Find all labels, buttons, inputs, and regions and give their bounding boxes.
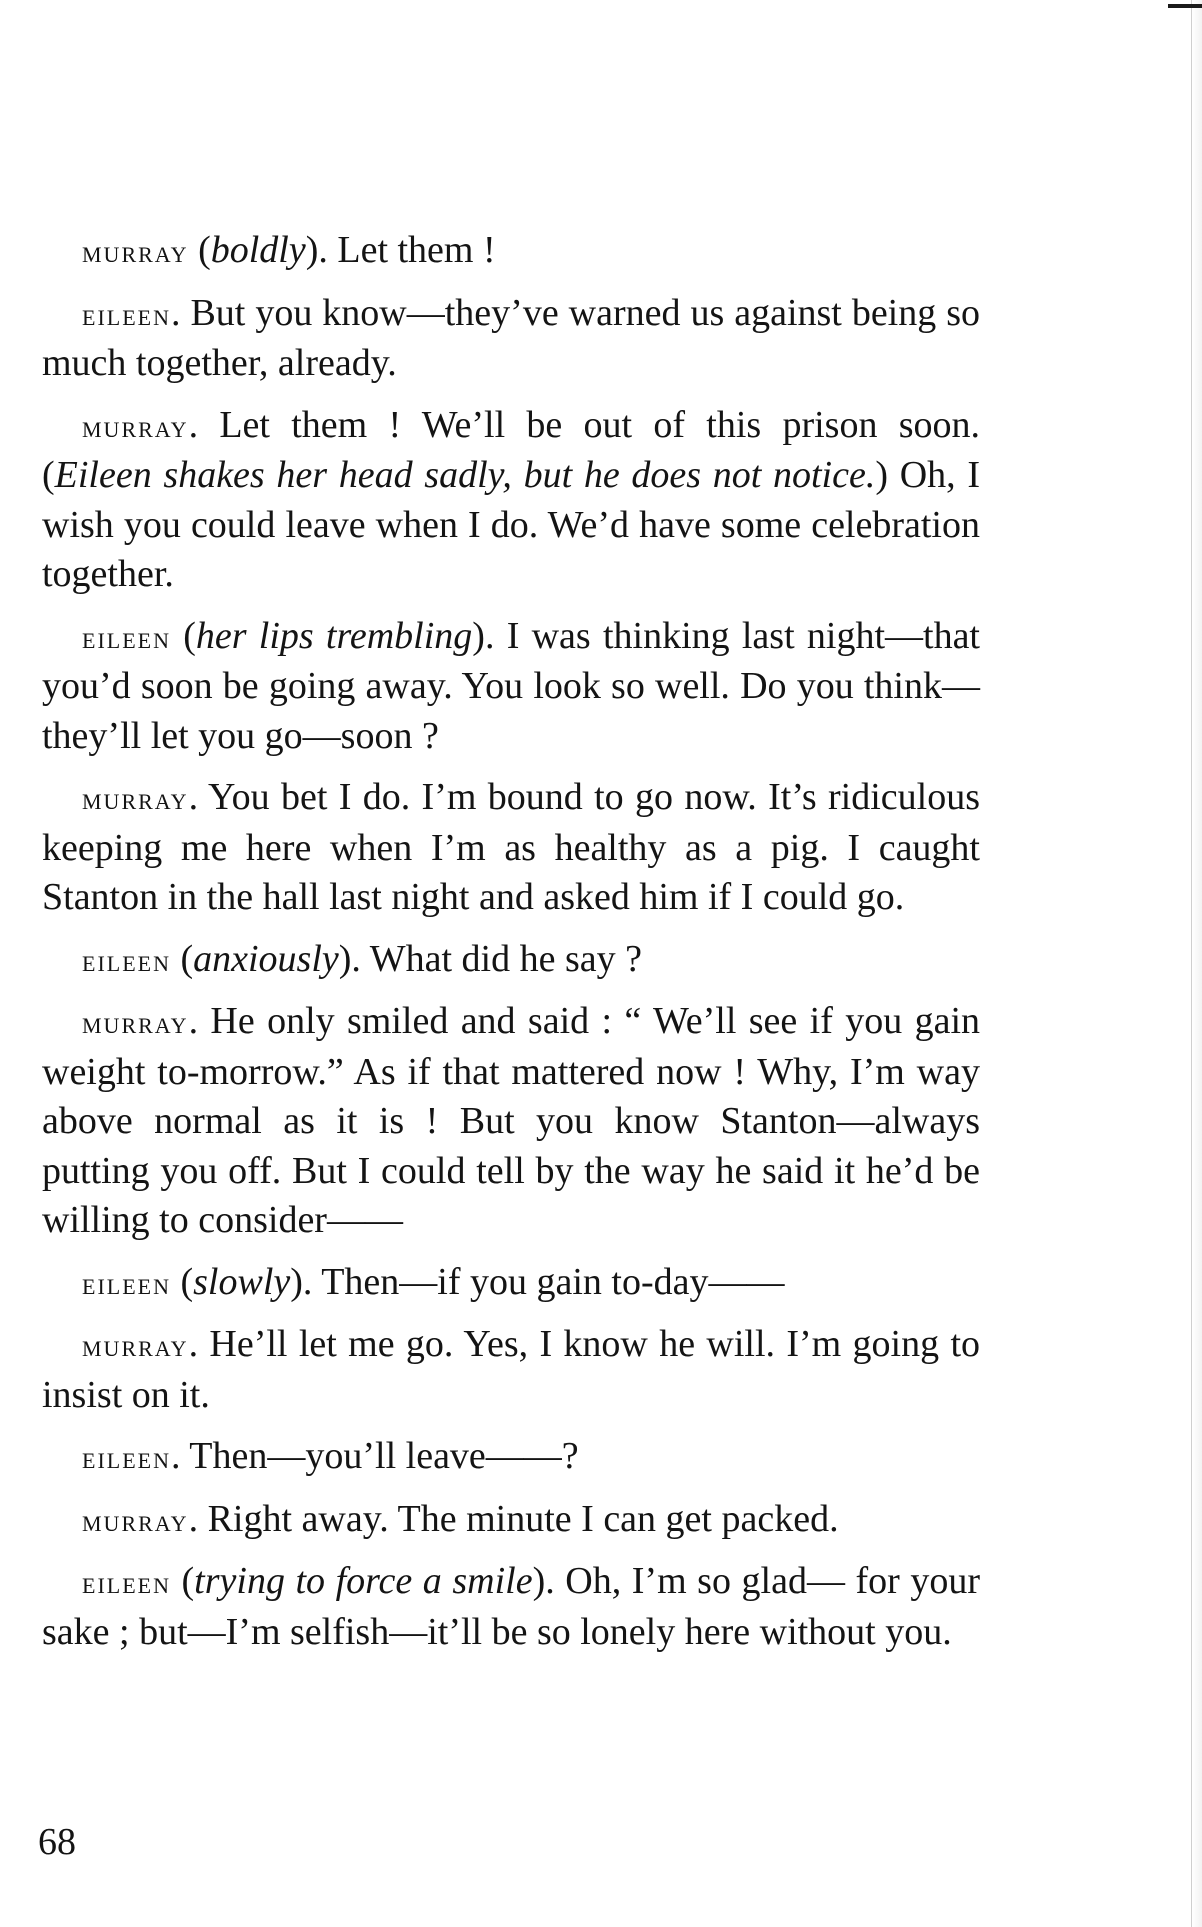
speech-8: eileen (slowly). Then—if you gain to-day—— (82, 1260, 785, 1303)
speaker-name: eileen (82, 942, 171, 978)
speech-text: I was thinking last night—that you’d soon be going away. You look so well. Do you think—they’ll let you go—soon ? (42, 614, 980, 757)
speech-text: He only smiled and said : “ We’ll see if you gain weight to-morrow.” As if that mattered now ! Why, I’m way above normal as it is ! But you know Stanton—always putting you off. But I could tell by the way he said it he’d be willing to consider—— (42, 1000, 980, 1241)
speech-text-continued: Oh, I wish you could leave when I do. We’d have some celebration together. (42, 454, 980, 595)
stage-direction: boldly (210, 229, 306, 271)
speaker-name: eileen (82, 619, 171, 655)
speaker-name: murray (82, 781, 189, 816)
speech-text: Oh, I’m so glad— for your sake ; but—I’m selfish—it’ll be so lonely here without you. (42, 1560, 980, 1653)
page-edge-corner (1168, 4, 1202, 8)
speaker-name: murray (82, 408, 189, 444)
speech-text: Let them ! We’ll be out of this prison soon. (219, 403, 980, 446)
speech-1: murray (boldly). Let them ! (82, 229, 496, 271)
speech-text: Let them ! (337, 229, 496, 271)
speaker-name: murray (82, 1328, 189, 1363)
speaker-name: eileen (82, 1440, 171, 1475)
speaker-name: murray (82, 234, 189, 269)
speech-text: But you know—they’ve warned us against being so much together, already. (42, 291, 981, 384)
speaker-name: murray (82, 1502, 189, 1538)
stage-direction: Eileen shakes her head sadly, but he does not notice. (54, 454, 876, 496)
speech-text: Then—if you gain to-day—— (321, 1260, 785, 1303)
speaker-name: eileen (82, 1565, 171, 1600)
page-edge (1191, 0, 1202, 1927)
speech-4: eileen (her lips trembling). I was thinking last night—that you’d soon be going away. You look so well. Do you think—they’ll let you go—soon ? (42, 614, 980, 757)
speaker-name: eileen (82, 1265, 171, 1301)
speech-2: eileen. But you know—they’ve warned us against being so much together, already. (42, 291, 981, 384)
stage-direction: slowly (193, 1260, 291, 1303)
dialogue-text (42, 226, 980, 1669)
speech-6: eileen (anxiously). What did he say ? (82, 937, 642, 980)
speech-5: murray. You bet I do. I’m bound to go now. It’s ridiculous keeping me here when I’m as healthy as a pig. I caught Stanton in the hall last night and asked him if I could go. (42, 776, 981, 918)
speech-9: murray. He’ll let me go. Yes, I know he will. I’m going to insist on it. (42, 1323, 980, 1416)
speech-text: You bet I do. I’m bound to go now. It’s ridiculous keeping me here when I’m as healthy as a pig. I caught Stanton in the hall last night and asked him if I could go. (42, 776, 981, 918)
speech-7: murray. He only smiled and said : “ We’ll see if you gain weight to-morrow.” As if that mattered now ! Why, I’m way above normal as it is ! But you know Stanton—always putting you off. But I could tell by the way he said it he’d be willing to consider—— (42, 1000, 980, 1241)
page-number: 68 (38, 1821, 76, 1863)
speech-text: What did he say ? (369, 937, 642, 980)
stage-direction: trying to force a smile (194, 1560, 533, 1602)
speaker-name: eileen (82, 296, 171, 332)
stage-direction: anxiously (193, 937, 339, 980)
speaker-name: murray (82, 1005, 189, 1040)
speech-text: Right away. The minute I can get packed. (207, 1497, 839, 1540)
speech-3: murray. Let them ! We’ll be out of this prison soon. (Eileen shakes her head sadly, but he does not notice.) Oh, I wish you could leave when I do. We’d have some celebration together. (42, 403, 980, 595)
speech-text: He’ll let me go. Yes, I know he will. I’m going to insist on it. (42, 1323, 980, 1416)
speech-10: eileen. Then—you’ll leave——? (82, 1435, 579, 1477)
speech-text: Then—you’ll leave——? (189, 1435, 579, 1477)
speech-12: eileen (trying to force a smile). Oh, I’m so glad— for your sake ; but—I’m selfish—it’ll be so lonely here without you. (42, 1560, 980, 1653)
speech-11: murray. Right away. The minute I can get packed. (82, 1497, 839, 1540)
stage-direction: her lips trembling (195, 614, 473, 657)
